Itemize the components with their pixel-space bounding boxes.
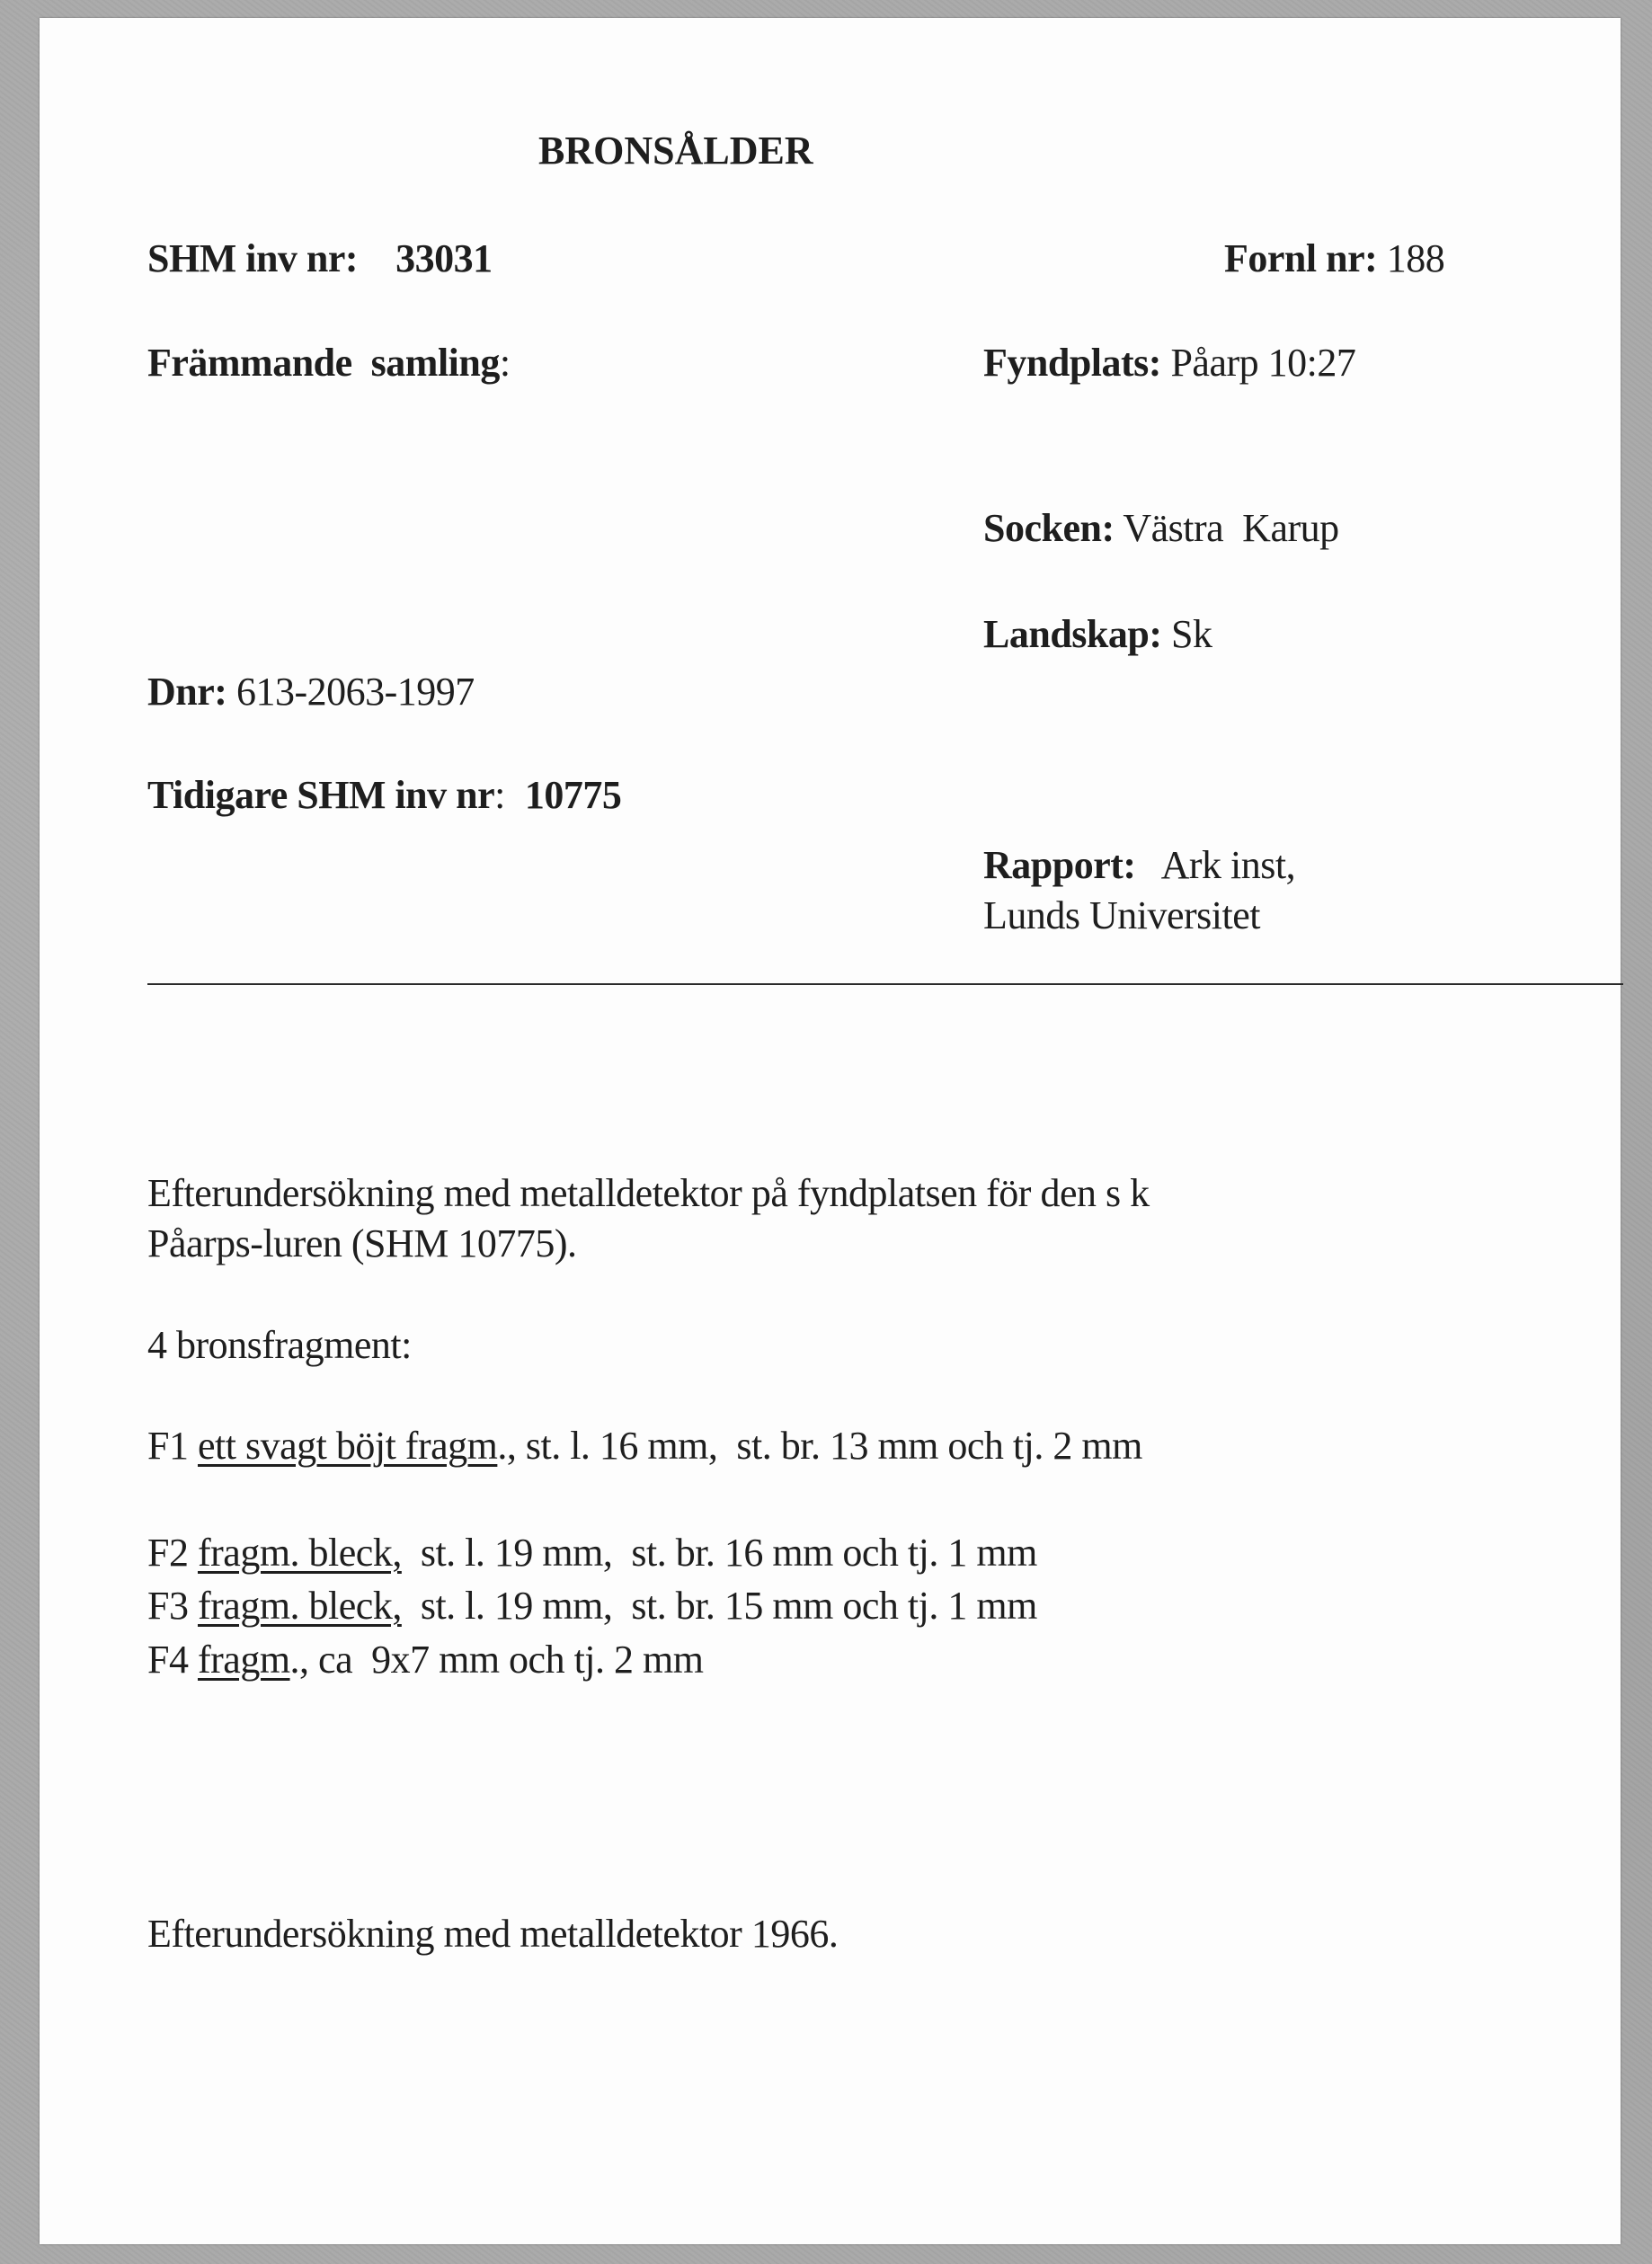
fyndplats-value: Påarp 10:27 [1170, 341, 1356, 385]
fragment-description: fragm. bleck, [197, 1531, 402, 1575]
fragment-id: F3 [147, 1584, 189, 1628]
fornl-nr-label: Fornl nr: [1224, 236, 1378, 280]
socken-value: Västra Karup [1123, 506, 1339, 550]
socken-field [983, 506, 1339, 550]
fragment-id: F1 [147, 1424, 189, 1468]
rapport-value-line1: Ark inst, [1160, 843, 1296, 887]
rapport-value-line2: Lunds Universitet [983, 893, 1261, 937]
rapport-label: Rapport: [983, 843, 1136, 887]
fragment-measurements: ., ca 9x7 mm och tj. 2 mm [289, 1638, 704, 1682]
fragment-id: F4 [147, 1638, 189, 1682]
tidigare-shm-inv-nr-value: 10775 [524, 773, 622, 817]
fragment-item-f3 [147, 1586, 1037, 1626]
shm-inv-nr-label: SHM inv nr: [147, 236, 359, 280]
tidigare-shm-inv-nr-colon: : [494, 773, 505, 817]
frammande-samling-field [147, 343, 511, 383]
intro-line-2: Påarps-luren (SHM 10775). [147, 1221, 577, 1265]
intro-line-1: Efterundersökning med metalldetektor på fyndplatsen för den s k [147, 1171, 1150, 1215]
fyndplats-label: Fyndplats: [983, 341, 1161, 385]
intro-paragraph [147, 1168, 1150, 1269]
tidigare-shm-inv-nr-field [147, 773, 622, 817]
rapport-field [983, 840, 1295, 941]
closing-note: Efterundersökning med metalldetektor 1966. [147, 1912, 839, 1956]
fyndplats-field [983, 343, 1355, 383]
landskap-field [983, 612, 1212, 656]
socken-label: Socken: [983, 506, 1115, 550]
shm-inv-nr-field [147, 236, 493, 280]
tidigare-shm-inv-nr-label: Tidigare SHM inv nr [147, 773, 495, 817]
fragment-item-f1 [147, 1426, 1142, 1466]
fragment-description: fragm [197, 1638, 290, 1682]
fragment-measurements: st. l. 19 mm, st. br. 15 mm och tj. 1 mm [401, 1584, 1037, 1628]
fornl-nr-value: 188 [1386, 236, 1445, 280]
fragment-item-f2 [147, 1533, 1037, 1573]
dnr-label: Dnr: [147, 670, 227, 714]
shm-inv-nr-value: 33031 [395, 236, 493, 280]
fornl-nr-field [1224, 236, 1445, 280]
landskap-value: Sk [1171, 612, 1212, 656]
dnr-value: 613-2063-1997 [235, 670, 475, 714]
fragment-id: F2 [147, 1531, 189, 1575]
header-divider [147, 983, 1623, 985]
frammande-samling-colon: : [499, 341, 511, 385]
fragment-count: 4 bronsfragment: [147, 1323, 412, 1367]
document-title: BRONSÅLDER [538, 129, 813, 173]
dnr-field [147, 672, 475, 712]
fragment-description: fragm. bleck, [197, 1584, 402, 1628]
catalog-card [40, 18, 1621, 2244]
frammande-samling-label: Främmande samling [147, 341, 500, 385]
fragment-description: ett svagt böjt fragm [197, 1424, 498, 1468]
fragment-measurements: st. l. 19 mm, st. br. 16 mm och tj. 1 mm [401, 1531, 1037, 1575]
fragment-item-f4 [147, 1640, 703, 1680]
landskap-label: Landskap: [983, 612, 1162, 656]
fragment-measurements: ., st. l. 16 mm, st. br. 13 mm och tj. 2 mm [497, 1424, 1142, 1468]
